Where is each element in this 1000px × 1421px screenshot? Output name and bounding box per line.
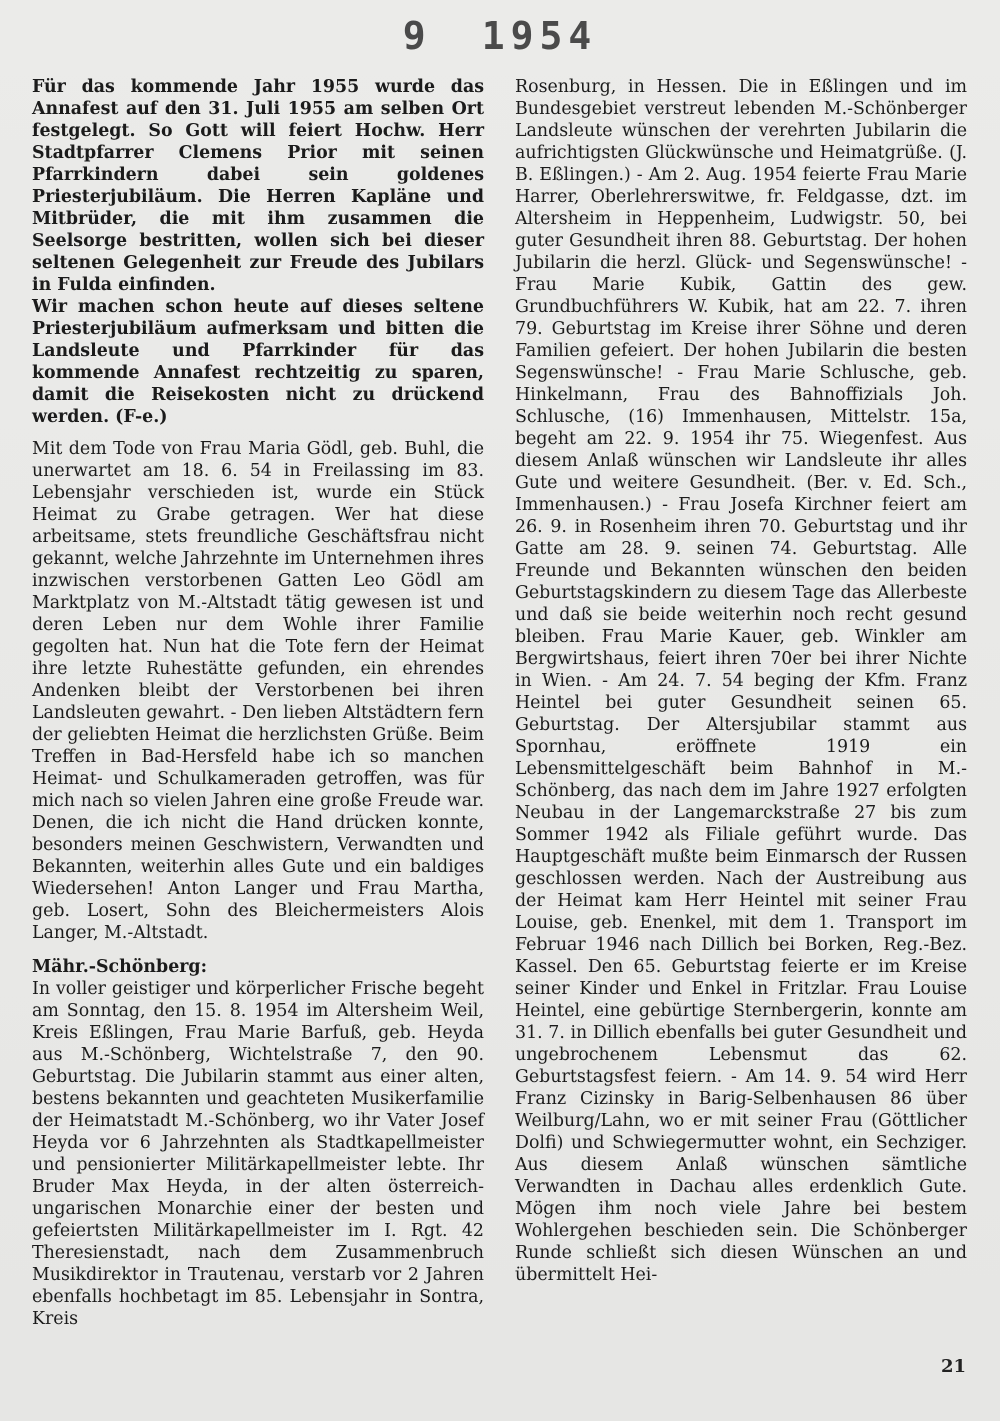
annafest-announcement: Für das kommende Jahr 1955 wurde das Annafest auf den 31. Juli 1955 am selben Ort festgelegt. So Gott will feiert Hochw. Herr Stadtpfarrer Clemens Prior mit seinen Pfarrkindern dabei sein goldenes Priesterjubiläum. Die Herren Kapläne und Mitbrüder, die mit ihm zusammen die Seelsorge bestritten, wollen sich bei dieser seltenen Gelegenheit zur Freude des Jubilars in Fulda einfinden. <box>32 77 484 295</box>
right-column <box>515 76 967 1286</box>
page-number: 21 <box>940 1356 966 1377</box>
left-column <box>32 76 484 1330</box>
issue-year: 1954 <box>481 14 598 58</box>
obituary-goedl: Mit dem Tode von Frau Maria Gödl, geb. Buhl, die unerwartet am 18. 6. 54 in Freilassing im 83. Lebensjahr verschieden ist, wurde ein Stück Heimat zu Grabe getragen. Wer hat diese arbeitsame, stets freundliche Geschäftsfrau nicht gekannt, welche Jahrzehnte im Unternehmen ihres inzwischen verstorbenen Gatten Leo Gödl am Marktplatz von M.-Altstadt tätig gewesen ist und deren Leben nur dem Wohle ihrer Familie gegolten hat. Nun hat die Tote fern der Heimat ihre letzte Ruhestätte gefunden, ein ehrendes Andenken bleibt der Verstorbenen bei ihren Landsleuten gewahrt. - Den lieben Altstädtern fern der geliebten Heimat die herzlichsten Grüße. Beim Treffen in Bad-Hersfeld habe ich so manchen Heimat- und Schulkameraden getroffen, was für mich nach so vielen Jahren eine große Freude war. Denen, die ich nicht die Hand drücken konnte, besonders meinen Geschwistern, Verwandten und Bekannten, weiterhin alles Gute und ein baldiges Wiedersehen! Anton Langer und Frau Martha, geb. Losert, Sohn des Bleichermeisters Alois Langer, M.-Altstadt. <box>32 439 484 943</box>
issue-number: 9 <box>402 14 432 58</box>
birthday-barfuss: In voller geistiger und körperlicher Frische begeht am Sonntag, den 15. 8. 1954 im Altersheim Weil, Kreis Eßlingen, Frau Marie Barfuß, geb. Heyda aus M.-Schönberg, Wichtelstraße 7, den 90. Geburtstag. Die Jubilarin stammt aus einer alten, bestens bekannten und geachteten Musikerfamilie der Heimatstadt M.-Schönberg, wo ihr Vater Josef Heyda vor 6 Jahrzehnten als Stadtkapellmeister und pensionierter Militärkapellmeister lebte. Ihr Bruder Max Heyda, in der alten österreich-ungarischen Monarchie einer der besten und gefeiertsten Militärkapellmeister im I. Rgt. 42 Theresienstadt, nach dem Zusammenbruch Musikdirektor in Trautenau, verstarb vor 2 Jahren ebenfalls hochbetagt im 85. Lebensjahr in Sontra, Kreis <box>32 979 484 1329</box>
annafest-appeal: Wir machen schon heute auf dieses seltene Priesterjubiläum aufmerksam und bitten die Landsleute und Pfarrkinder für das kommende Annafest rechtzeitig zu sparen, damit die Reisekosten nicht zu drückend werden. (F-e.) <box>32 297 484 427</box>
page-header <box>0 14 1000 58</box>
birthday-announcements: Rosenburg, in Hessen. Die in Eßlingen und im Bundesgebiet verstreut lebenden M.-Schönberger Landsleute wünschen der verehrten Jubilarin die aufrichtigsten Glückwünsche und Heimatgrüße. (J. B. Eßlingen.) - Am 2. Aug. 1954 feierte Frau Marie Harrer, Oberlehrerswitwe, fr. Feldgasse, dzt. im Altersheim in Heppenheim, Ludwigstr. 50, bei guter Gesundheit ihren 88. Geburtstag. Der hohen Jubilarin die herzl. Glück- und Segenswünsche! - Frau Marie Kubik, Gattin des gew. Grundbuchführers W. Kubik, hat am 22. 7. ihren 79. Geburtstag im Kreise ihrer Söhne und deren Familien gefeiert. Der hohen Jubilarin die besten Segenswünsche! - Frau Marie Schlusche, geb. Hinkelmann, Frau des Bahnoffizials Joh. Schlusche, (16) Immenhausen, Mittelstr. 15a, begeht am 22. 9. 1954 ihr 75. Wiegenfest. Aus diesem Anlaß wünschen wir Landsleute ihr alles Gute und weitere Gesundheit. (Ber. v. Ed. Sch., Immenhausen.) - Frau Josefa Kirchner feiert am 26. 9. in Rosenheim ihren 70. Geburtstag und ihr Gatte am 28. 9. seinen 74. Geburtstag. Alle Freunde und Bekannten wünschen den beiden Geburtstagskindern zu diesem Tage das Allerbeste und daß sie beide weiterhin noch recht gesund bleiben. Frau Marie Kauer, geb. Winkler am Bergwirtshaus, feiert ihren 70er bei ihrer Nichte in Wien. - Am 24. 7. 54 beging der Kfm. Franz Heintel bei guter Gesundheit seinen 65. Geburtstag. Der Altersjubilar stammt aus Spornhau, eröffnete 1919 ein Lebensmittelgeschäft beim Bahnhof in M.-Schönberg, das nach dem im Jahre 1927 erfolgten Neubau in der Langemarckstraße 27 bis zum Sommer 1942 als Filiale geführt wurde. Das Hauptgeschäft mußte beim Einmarsch der Russen geschlossen werden. Nach der Austreibung aus der Heimat kam Herr Heintel mit seiner Frau Louise, geb. Enenkel, mit dem 1. Transport im Februar 1946 nach Dillich bei Borken, Reg.-Bez. Kassel. Den 65. Geburtstag feierte er im Kreise seiner Kinder und Enkel in Fritzlar. Frau Louise Heintel, eine gebürtige Sternbergerin, konnte am 31. 7. in Dillich ebenfalls bei guter Gesundheit und ungebrochenem Lebensmut das 62. Geburtstagsfest feiern. - Am 14. 9. 54 wird Herr Franz Cizinsky in Barig-Selbenhausen 86 über Weilburg/Lahn, wo er mit seiner Frau (Göttlicher Dolfi) und Schwiegermutter wohnt, ein Sechziger. Aus diesem Anlaß wünschen sämtliche Verwandten in Dachau alles erdenklich Gute. Mögen ihm noch viele Jahre bei bestem Wohlergehen beschieden sein. Die Schönberger Runde schließt sich diesen Wünschen an und übermittelt Hei- <box>515 77 967 1285</box>
section-heading-maehr-schoenberg: Mähr.-Schönberg: <box>32 957 208 977</box>
